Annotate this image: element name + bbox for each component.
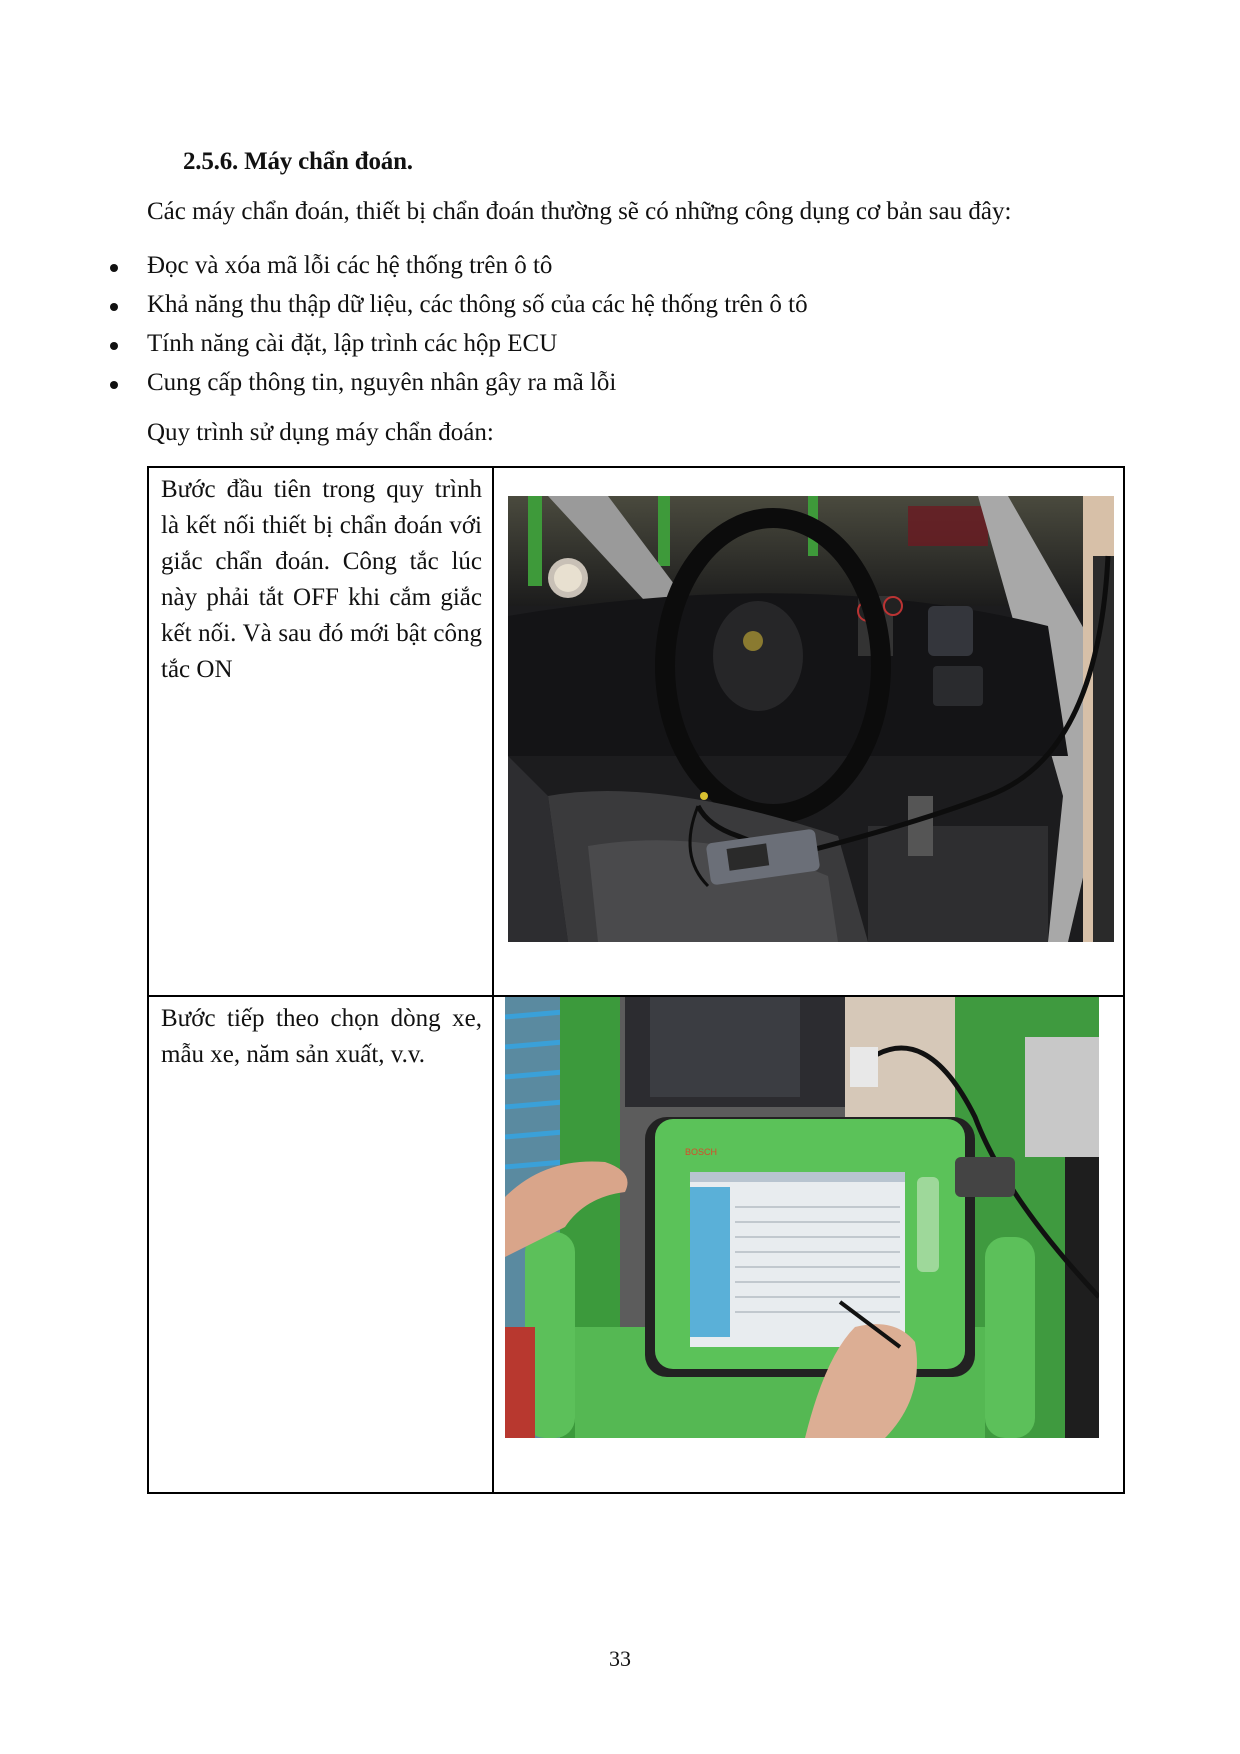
diagnostic-tablet-photo — [505, 997, 1099, 1438]
step-2-text: Bước tiếp theo chọn dòng xe, mẫu xe, năm sản xuất, v.v. — [161, 1005, 482, 1068]
intro-paragraph: Các máy chẩn đoán, thiết bị chẩn đoán thường sẽ có những công dụng cơ bản sau đây: — [147, 198, 1012, 225]
step-image-cell — [493, 467, 1124, 996]
procedure-table — [147, 466, 1125, 1494]
svg-text:BOSCH: BOSCH — [685, 1147, 718, 1157]
feature-item: Đọc và xóa mã lỗi các hệ thống trên ô tô — [100, 250, 808, 289]
bullet-icon — [110, 342, 118, 350]
section-heading: 2.5.6. Máy chẩn đoán. — [183, 148, 413, 175]
procedure-label: Quy trình sử dụng máy chẩn đoán: — [147, 419, 494, 446]
feature-list — [100, 250, 808, 406]
feature-item: Tính năng cài đặt, lập trình các hộp ECU — [100, 328, 808, 367]
car-interior-photo — [508, 496, 1114, 942]
bullet-icon — [110, 264, 118, 272]
table-row — [148, 467, 1124, 996]
page-number: 33 — [609, 1646, 631, 1671]
bullet-icon — [110, 303, 118, 311]
step-image-cell — [493, 996, 1124, 1493]
feature-item: Khả năng thu thập dữ liệu, các thông số của các hệ thống trên ô tô — [100, 289, 808, 328]
table-row — [148, 996, 1124, 1493]
step-text-cell — [148, 467, 493, 996]
feature-item: Cung cấp thông tin, nguyên nhân gây ra mã lỗi — [100, 367, 808, 406]
bullet-icon — [110, 381, 118, 389]
step-text-cell — [148, 996, 493, 1493]
step-1-text: Bước đầu tiên trong quy trình là kết nối thiết bị chẩn đoán với giắc chẩn đoán. Công tắc lúc này phải tắt OFF khi cắm giắc kết nối. Và sau đó mới bật công tắc ON — [161, 476, 482, 683]
